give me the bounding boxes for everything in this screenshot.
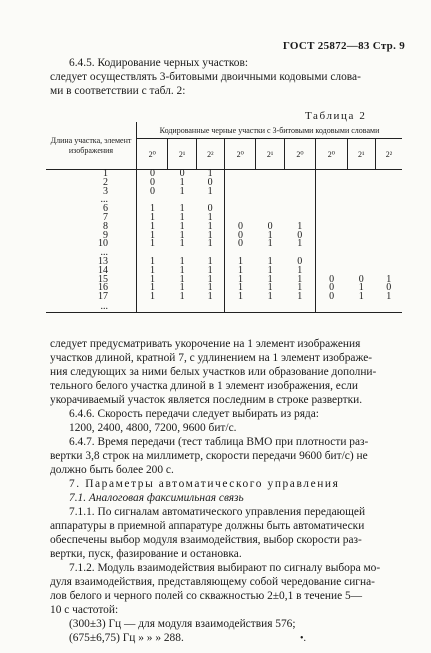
bit-header: 2¹ — [256, 139, 284, 170]
code-cell — [284, 205, 315, 214]
code-cell: 1 — [225, 267, 256, 276]
code-cell — [256, 170, 284, 179]
code-cell — [225, 205, 256, 214]
code-cell: 1 — [267, 273, 273, 285]
body-line: обеспечены выбор модуля взаимодействия, выбор скорости раз- — [50, 534, 362, 546]
code-cell: 1 — [297, 273, 303, 285]
body-line: 10 с частотой: — [50, 604, 119, 616]
code-cell: 0 — [207, 203, 213, 215]
code-cell — [256, 205, 284, 214]
code-cell: 0 — [225, 223, 256, 232]
code-cell — [256, 188, 284, 197]
code-cell: 1 — [207, 264, 213, 276]
table-row — [46, 196, 402, 205]
code-cell: 1 — [267, 255, 273, 267]
code-cell — [225, 179, 256, 188]
code-cell — [256, 302, 284, 313]
code-cell: 1 — [179, 291, 185, 303]
code-cell — [375, 223, 402, 232]
code-cell — [375, 240, 402, 249]
code-cell: 0 — [316, 276, 347, 285]
table-row — [46, 293, 402, 302]
code-cell: 1 — [149, 211, 155, 223]
code-cell — [284, 170, 315, 179]
code-cell: 1 — [179, 229, 185, 241]
body-line: 7.1.1. По сигналам автоматического управления передающей — [69, 506, 366, 518]
code-cell — [256, 179, 284, 188]
code-cell: 1 — [179, 264, 185, 276]
length-cell: 17 — [46, 293, 137, 302]
code-cell — [196, 302, 224, 313]
code-cell: 1 — [179, 220, 185, 232]
code-cell: 1 — [207, 291, 213, 303]
length-column-header: Длина участка, элемент изображения — [46, 122, 137, 170]
code-cell: 1 — [207, 273, 213, 285]
code-cell: 1 — [358, 282, 364, 294]
code-cell: 1 — [179, 238, 185, 250]
table-row — [46, 223, 402, 232]
code-cell — [284, 188, 315, 197]
length-cell: 13 — [46, 258, 137, 267]
intro-line: следует осуществлять 3-битовыми двоичными кодовыми слова- — [50, 71, 361, 83]
page-header: ГОСТ 25872—83 Стр. 9 — [282, 40, 405, 52]
code-cell — [284, 179, 315, 188]
length-cell: 6 — [46, 205, 137, 214]
code-cell — [375, 196, 402, 205]
code-cell: 1 — [149, 255, 155, 267]
code-cell — [316, 249, 347, 258]
length-cell: 2 — [46, 179, 137, 188]
intro-line: 6.4.5. Кодирование черных участков: — [69, 57, 249, 69]
table-row — [46, 214, 402, 223]
code-cell: 1 — [207, 238, 213, 250]
code-cell: 1 — [207, 220, 213, 232]
code-cell: 1 — [386, 291, 392, 303]
body-line: аппаратуры в приемной аппаратуре должны быть автоматически — [50, 520, 365, 532]
code-cell — [225, 170, 256, 179]
bit-header: 2¹ — [347, 139, 375, 170]
code-cell — [316, 223, 347, 232]
code-cell — [347, 249, 375, 258]
code-cell: 1 — [225, 284, 256, 293]
code-cell — [347, 196, 375, 205]
code-cell — [316, 196, 347, 205]
length-cell: 14 — [46, 267, 137, 276]
code-cell: 1 — [149, 203, 155, 215]
group-header: Кодированные черные участки с 3-битовыми кодовыми словами — [137, 122, 403, 139]
code-cell: 0 — [267, 220, 273, 232]
code-cell: 1 — [267, 264, 273, 276]
code-cell — [375, 214, 402, 223]
code-cell — [316, 302, 347, 313]
body-line: 6.4.6. Скорость передачи следует выбирать из ряда: — [69, 408, 319, 420]
code-cell: 1 — [207, 255, 213, 267]
code-cell: 1 — [386, 273, 392, 285]
code-cell: 1 — [149, 282, 155, 294]
code-cell — [347, 188, 375, 197]
body-line: ния следующих за ними белых участков или образование дополни- — [50, 366, 377, 378]
body-line: (300±3) Гц — для модуля взаимодействия 576; — [69, 618, 296, 630]
code-cell — [375, 179, 402, 188]
length-cell: 3 — [46, 188, 137, 197]
code-cell — [225, 188, 256, 197]
code-cell: 0 — [386, 282, 392, 294]
code-cell — [347, 258, 375, 267]
code-cell — [316, 179, 347, 188]
code-cell: 1 — [149, 291, 155, 303]
intro-line: ми в соответствии с табл. 2: — [50, 85, 186, 97]
table-row — [46, 240, 402, 249]
code-table — [46, 122, 402, 313]
code-cell — [316, 188, 347, 197]
code-cell — [316, 170, 347, 179]
length-cell: 7 — [46, 214, 137, 223]
code-cell — [284, 196, 315, 205]
code-cell: 1 — [225, 276, 256, 285]
code-cell: 1 — [297, 282, 303, 294]
body-line: укорачиваемый участок является последним в строке развертки. — [50, 394, 363, 406]
length-cell: ... — [46, 196, 137, 205]
code-cell — [256, 196, 284, 205]
code-cell: 1 — [179, 282, 185, 294]
body-line: лов белого и черного полей со скважностью 2±0,1 в течение 5— — [50, 590, 363, 602]
length-cell: 15 — [46, 276, 137, 285]
bit-header: 2⁰ — [225, 139, 256, 170]
code-cell: 1 — [207, 229, 213, 241]
code-cell — [347, 170, 375, 179]
code-cell: 1 — [297, 264, 303, 276]
code-cell: 1 — [149, 229, 155, 241]
code-cell — [168, 302, 196, 313]
code-cell: 0 — [297, 229, 303, 241]
body-line: 7.1.2. Модуль взаимодействия выбирают по сигналу выбора мо- — [69, 562, 381, 574]
code-cell: 1 — [225, 258, 256, 267]
code-cell: 1 — [297, 238, 303, 250]
code-cell — [316, 214, 347, 223]
code-cell — [375, 188, 402, 197]
length-cell: 1 — [46, 170, 137, 179]
body-line: 1200, 2400, 4800, 7200, 9600 бит/с. — [69, 422, 237, 434]
code-cell — [375, 205, 402, 214]
code-cell — [347, 240, 375, 249]
code-cell — [375, 249, 402, 258]
code-cell — [137, 302, 168, 313]
code-cell: 0 — [316, 293, 347, 302]
code-cell: 1 — [149, 264, 155, 276]
table-row — [46, 170, 402, 179]
code-cell — [316, 258, 347, 267]
code-cell — [347, 223, 375, 232]
body-line: должно быть более 200 с. — [50, 464, 174, 476]
code-cell — [347, 205, 375, 214]
body-line: вертки 3,8 строк на миллиметр, скорости передачи 9600 бит/с) не — [50, 450, 368, 462]
code-cell: 1 — [179, 185, 185, 197]
code-cell: 0 — [316, 284, 347, 293]
table-row — [46, 188, 402, 197]
body-line: вертки, пуск, фазирование и остановка. — [50, 548, 242, 560]
code-cell: 1 — [297, 220, 303, 232]
body-line: участков длиной, кратной 7, с удлинением на 1 элемент изображе- — [50, 352, 373, 364]
code-cell — [375, 170, 402, 179]
bit-header: 2⁰ — [316, 139, 347, 170]
bit-header: 2² — [375, 139, 402, 170]
code-cell — [347, 302, 375, 313]
code-cell: 0 — [358, 273, 364, 285]
code-cell — [375, 302, 402, 313]
body-line: 7.1. Аналоговая факсимильная связь — [69, 492, 244, 504]
code-cell — [375, 258, 402, 267]
code-cell: 1 — [358, 291, 364, 303]
bit-header: 2¹ — [168, 139, 196, 170]
length-cell: 8 — [46, 223, 137, 232]
length-cell: 10 — [46, 240, 137, 249]
code-cell: 1 — [225, 293, 256, 302]
length-cell: ... — [46, 249, 137, 258]
length-cell: 16 — [46, 284, 137, 293]
code-cell: 1 — [149, 220, 155, 232]
code-cell: 0 — [207, 176, 213, 188]
code-cell: 1 — [267, 291, 273, 303]
code-cell: 0 — [225, 232, 256, 241]
table-row — [46, 179, 402, 188]
code-cell — [347, 232, 375, 241]
footer-mark: •. — [300, 633, 307, 644]
code-cell: 1 — [207, 211, 213, 223]
code-cell — [225, 196, 256, 205]
table-caption: Таблица 2 — [305, 110, 367, 122]
code-cell — [375, 232, 402, 241]
code-cell — [347, 214, 375, 223]
body-line: тельного белого участка длиной в 1 элемент изображения, если — [50, 380, 358, 392]
code-cell: 1 — [149, 273, 155, 285]
body-line: (675±6,75) Гц » » » 288. — [69, 632, 184, 644]
length-cell: ... — [46, 302, 137, 313]
body-line: 7. Параметры автоматического управления — [69, 478, 340, 490]
code-cell: 1 — [149, 238, 155, 250]
code-cell — [284, 302, 315, 313]
length-cell: 9 — [46, 232, 137, 241]
body-line: 6.4.7. Время передачи (тест таблица ВМО при плотности раз- — [69, 436, 369, 448]
code-cell: 1 — [179, 273, 185, 285]
table-row — [46, 205, 402, 214]
code-cell: 0 — [149, 185, 155, 197]
code-cell — [316, 205, 347, 214]
table-row — [46, 302, 402, 313]
code-cell: 0 — [225, 240, 256, 249]
code-cell: 0 — [149, 168, 155, 179]
code-cell: 0 — [297, 255, 303, 267]
bit-header: 2⁰ — [137, 139, 168, 170]
code-cell — [347, 179, 375, 188]
code-cell — [316, 240, 347, 249]
body-line: дуля взаимодействия, представляющему собой чередование сигна- — [50, 576, 375, 588]
code-cell: 1 — [179, 203, 185, 215]
code-cell — [225, 302, 256, 313]
code-cell: 1 — [267, 238, 273, 250]
body-line: следует предусматривать укорочение на 1 элемент изображения — [50, 338, 361, 350]
code-cell: 0 — [149, 176, 155, 188]
code-cell: 1 — [207, 168, 213, 179]
code-cell: 1 — [297, 291, 303, 303]
code-cell: 1 — [179, 176, 185, 188]
code-cell: 1 — [179, 255, 185, 267]
code-cell: 1 — [179, 211, 185, 223]
bit-header: 2⁰ — [284, 139, 315, 170]
code-cell: 1 — [207, 185, 213, 197]
code-cell — [316, 232, 347, 241]
code-cell: 0 — [179, 168, 185, 179]
code-cell: 1 — [267, 229, 273, 241]
bit-header: 2² — [196, 139, 224, 170]
table-body — [46, 170, 402, 313]
code-cell: 1 — [207, 282, 213, 294]
code-cell: 1 — [267, 282, 273, 294]
